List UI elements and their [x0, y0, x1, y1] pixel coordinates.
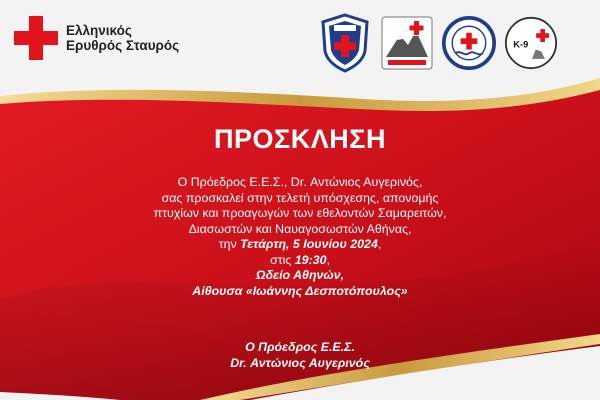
unit-logos	[318, 12, 558, 74]
invitation-time-line	[0, 253, 600, 269]
invitation-text	[0, 175, 600, 299]
signature-role: Ο Πρόεδρος Ε.Ε.Σ.	[245, 340, 355, 354]
invitation-date-line	[0, 237, 600, 253]
event-hall: Αίθουσα «Ιωάννης Δεσποτόπουλος»	[192, 283, 408, 298]
signature-block	[0, 340, 600, 371]
event-date: Τετάρτη, 5 Ιουνίου 2024	[240, 237, 378, 251]
brand-line-2: Ερυθρός Σταυρός	[66, 38, 180, 53]
k9-search-rescue-icon	[504, 12, 558, 74]
samaritans-shield-icon	[318, 12, 372, 74]
time-prefix: στις	[270, 252, 295, 267]
brand-logo	[14, 16, 179, 60]
invitation-line-3: πτυχίων και προαγωγών των εθελοντών Σαμαρειτών,	[153, 206, 447, 220]
event-time: 19:30	[294, 252, 327, 267]
signature-name: Dr. Αντώνιος Αυγερινός	[230, 355, 370, 370]
red-cross-icon	[14, 16, 58, 60]
invitation-line-1: Ο Πρόεδρος Ε.Ε.Σ., Dr. Αντώνιος Αυγερινός,	[177, 175, 423, 189]
date-prefix: την	[218, 237, 241, 251]
event-venue: Ωδείο Αθηνών,	[255, 268, 345, 282]
search-rescue-mountain-icon	[380, 12, 434, 74]
time-suffix: ,	[326, 252, 330, 267]
date-suffix: ,	[377, 237, 382, 251]
invitation-line-2: σας προσκαλεί στην τελετή υπόσχεσης, απονομής	[161, 190, 439, 205]
invitation-title: ΠΡΟΣΚΛΗΣΗ	[214, 124, 386, 154]
lifeguard-school-icon	[442, 12, 496, 74]
brand-line-1: Ελληνικός	[66, 23, 132, 38]
invitation-line-4: Διασωστών και Ναυαγοσωστών Αθήνας,	[188, 221, 412, 236]
svg-text:K-9: K-9	[513, 39, 529, 50]
